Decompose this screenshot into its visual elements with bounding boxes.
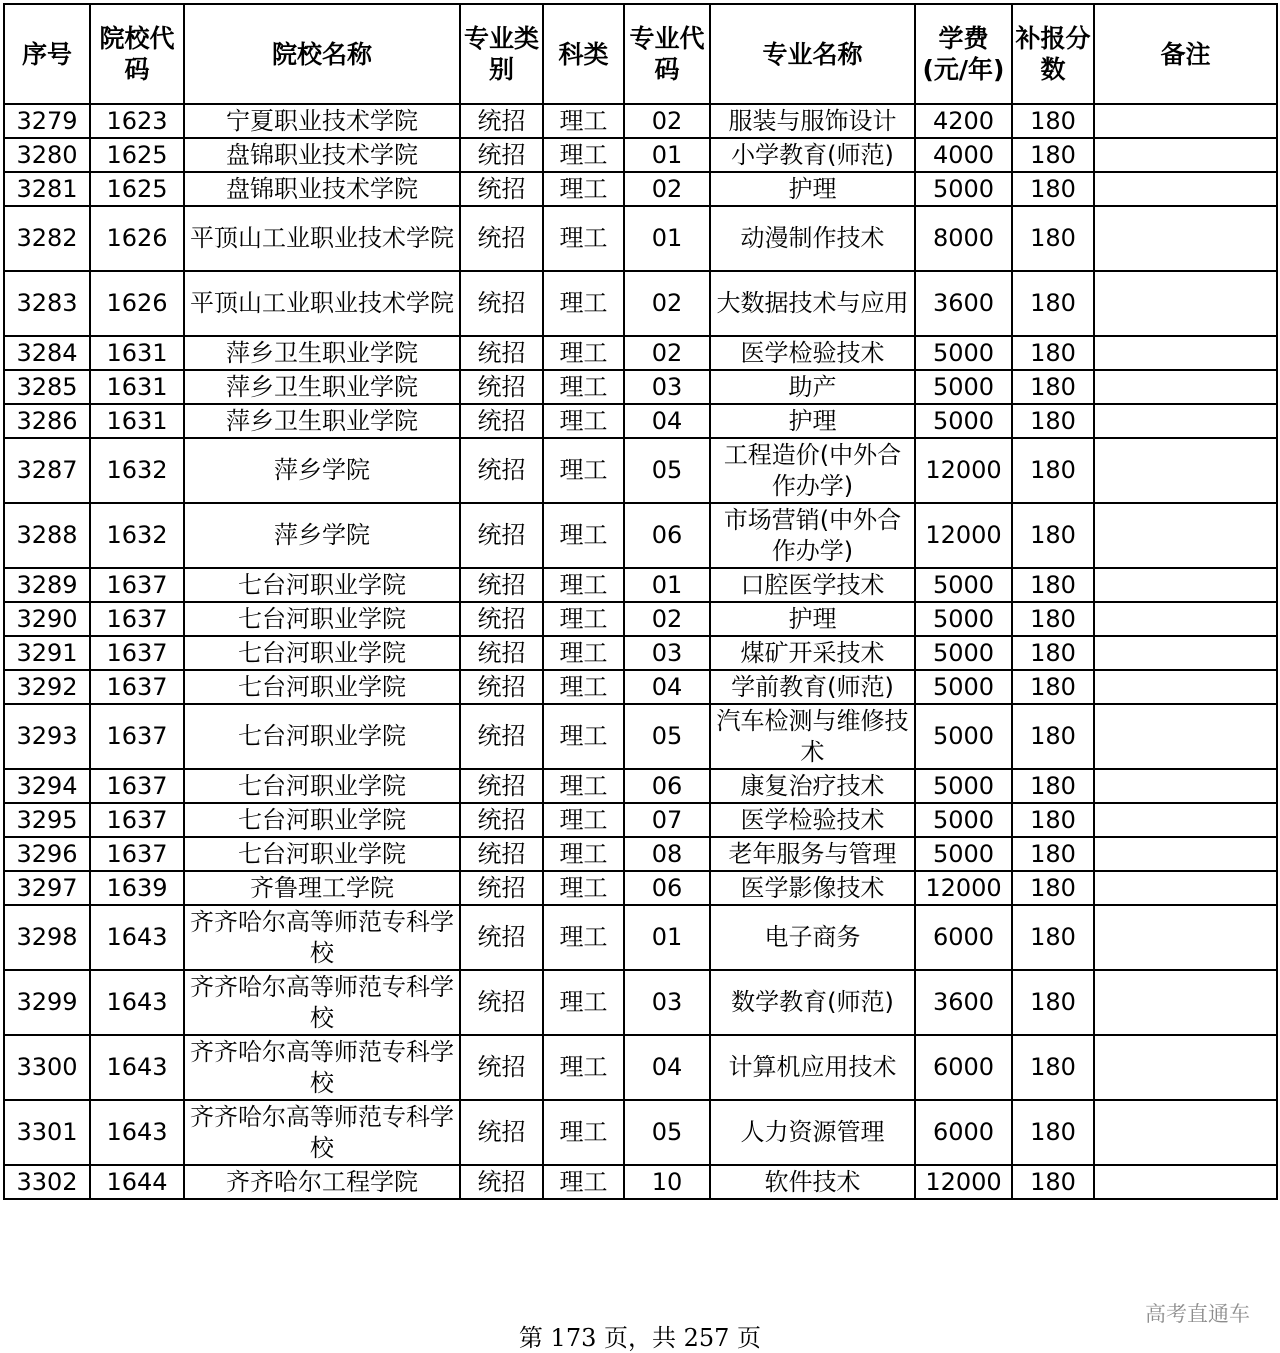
admission-table (3, 3, 1278, 1200)
cell-category: 统招 (460, 803, 543, 837)
cell-category: 统招 (460, 271, 543, 336)
cell-note (1094, 970, 1277, 1035)
cell-tuition: 12000 (915, 438, 1012, 503)
cell-school-code: 1626 (90, 271, 184, 336)
cell-major-name: 市场营销(中外合作办学) (710, 503, 915, 568)
cell-note (1094, 172, 1277, 206)
cell-category: 统招 (460, 670, 543, 704)
cell-major-name: 工程造价(中外合作办学) (710, 438, 915, 503)
cell-score: 180 (1012, 138, 1094, 172)
cell-category: 统招 (460, 636, 543, 670)
cell-score: 180 (1012, 769, 1094, 803)
cell-score: 180 (1012, 871, 1094, 905)
cell-note (1094, 1035, 1277, 1100)
header-subject: 科类 (543, 4, 624, 104)
table-row (4, 438, 1277, 503)
header-major-name: 专业名称 (710, 4, 915, 104)
cell-subject: 理工 (543, 837, 624, 871)
cell-school-name: 萍乡卫生职业学院 (184, 370, 460, 404)
cell-subject: 理工 (543, 206, 624, 271)
table-row (4, 769, 1277, 803)
cell-score: 180 (1012, 602, 1094, 636)
cell-major-code: 01 (624, 905, 710, 970)
cell-score: 180 (1012, 336, 1094, 370)
cell-tuition: 5000 (915, 636, 1012, 670)
table-row (4, 1165, 1277, 1199)
table-row (4, 336, 1277, 370)
cell-tuition: 12000 (915, 871, 1012, 905)
cell-note (1094, 636, 1277, 670)
cell-tuition: 6000 (915, 905, 1012, 970)
header-seq: 序号 (4, 4, 90, 104)
cell-school-name: 萍乡卫生职业学院 (184, 404, 460, 438)
cell-subject: 理工 (543, 271, 624, 336)
cell-category: 统招 (460, 172, 543, 206)
table-row (4, 206, 1277, 271)
cell-seq: 3299 (4, 970, 90, 1035)
cell-note (1094, 138, 1277, 172)
cell-major-code: 06 (624, 503, 710, 568)
cell-major-name: 助产 (710, 370, 915, 404)
cell-subject: 理工 (543, 568, 624, 602)
table-row (4, 636, 1277, 670)
cell-major-code: 04 (624, 404, 710, 438)
cell-school-code: 1625 (90, 138, 184, 172)
cell-seq: 3300 (4, 1035, 90, 1100)
cell-score: 180 (1012, 704, 1094, 769)
cell-score: 180 (1012, 104, 1094, 138)
cell-subject: 理工 (543, 370, 624, 404)
cell-school-name: 平顶山工业职业技术学院 (184, 271, 460, 336)
table-row (4, 172, 1277, 206)
cell-major-name: 服装与服饰设计 (710, 104, 915, 138)
cell-school-code: 1631 (90, 336, 184, 370)
cell-major-code: 03 (624, 370, 710, 404)
cell-category: 统招 (460, 404, 543, 438)
cell-major-code: 03 (624, 636, 710, 670)
cell-tuition: 4000 (915, 138, 1012, 172)
cell-major-code: 05 (624, 704, 710, 769)
cell-school-code: 1637 (90, 568, 184, 602)
cell-tuition: 5000 (915, 404, 1012, 438)
cell-major-code: 04 (624, 670, 710, 704)
cell-school-name: 盘锦职业技术学院 (184, 138, 460, 172)
cell-school-code: 1637 (90, 602, 184, 636)
table-row (4, 905, 1277, 970)
cell-major-code: 01 (624, 138, 710, 172)
cell-score: 180 (1012, 370, 1094, 404)
table-row (4, 104, 1277, 138)
cell-note (1094, 404, 1277, 438)
cell-seq: 3282 (4, 206, 90, 271)
cell-major-code: 06 (624, 871, 710, 905)
cell-subject: 理工 (543, 104, 624, 138)
cell-seq: 3289 (4, 568, 90, 602)
cell-seq: 3293 (4, 704, 90, 769)
page-footer: 第 173 页，共 257 页 (518, 1324, 762, 1352)
cell-category: 统招 (460, 837, 543, 871)
cell-school-code: 1637 (90, 769, 184, 803)
cell-tuition: 5000 (915, 837, 1012, 871)
cell-seq: 3286 (4, 404, 90, 438)
cell-subject: 理工 (543, 438, 624, 503)
cell-school-name: 七台河职业学院 (184, 704, 460, 769)
cell-major-name: 医学检验技术 (710, 336, 915, 370)
cell-major-code: 05 (624, 1100, 710, 1165)
cell-major-name: 医学影像技术 (710, 871, 915, 905)
cell-category: 统招 (460, 1100, 543, 1165)
cell-tuition: 3600 (915, 271, 1012, 336)
cell-subject: 理工 (543, 602, 624, 636)
cell-category: 统招 (460, 871, 543, 905)
cell-school-code: 1637 (90, 837, 184, 871)
table-row (4, 871, 1277, 905)
cell-major-code: 01 (624, 206, 710, 271)
cell-note (1094, 271, 1277, 336)
cell-major-code: 02 (624, 172, 710, 206)
table-row (4, 370, 1277, 404)
cell-tuition: 8000 (915, 206, 1012, 271)
cell-seq: 3292 (4, 670, 90, 704)
cell-subject: 理工 (543, 1100, 624, 1165)
cell-school-name: 七台河职业学院 (184, 568, 460, 602)
cell-category: 统招 (460, 970, 543, 1035)
cell-school-code: 1643 (90, 1035, 184, 1100)
cell-note (1094, 803, 1277, 837)
cell-major-code: 04 (624, 1035, 710, 1100)
cell-score: 180 (1012, 206, 1094, 271)
cell-category: 统招 (460, 905, 543, 970)
cell-category: 统招 (460, 206, 543, 271)
cell-note (1094, 837, 1277, 871)
table-row (4, 1035, 1277, 1100)
cell-school-name: 齐齐哈尔高等师范专科学校 (184, 1100, 460, 1165)
cell-major-name: 医学检验技术 (710, 803, 915, 837)
cell-score: 180 (1012, 837, 1094, 871)
cell-school-name: 齐齐哈尔高等师范专科学校 (184, 905, 460, 970)
cell-major-name: 康复治疗技术 (710, 769, 915, 803)
cell-school-code: 1632 (90, 438, 184, 503)
cell-category: 统招 (460, 769, 543, 803)
header-school-name: 院校名称 (184, 4, 460, 104)
cell-seq: 3294 (4, 769, 90, 803)
table-row (4, 568, 1277, 602)
cell-subject: 理工 (543, 704, 624, 769)
cell-tuition: 4200 (915, 104, 1012, 138)
cell-score: 180 (1012, 970, 1094, 1035)
cell-score: 180 (1012, 1035, 1094, 1100)
cell-seq: 3301 (4, 1100, 90, 1165)
cell-subject: 理工 (543, 138, 624, 172)
cell-major-code: 08 (624, 837, 710, 871)
cell-tuition: 5000 (915, 336, 1012, 370)
cell-major-name: 护理 (710, 602, 915, 636)
cell-school-code: 1631 (90, 404, 184, 438)
cell-school-code: 1631 (90, 370, 184, 404)
cell-school-name: 萍乡学院 (184, 438, 460, 503)
cell-score: 180 (1012, 503, 1094, 568)
cell-score: 180 (1012, 1100, 1094, 1165)
cell-seq: 3296 (4, 837, 90, 871)
header-row (4, 4, 1277, 104)
cell-category: 统招 (460, 138, 543, 172)
cell-major-code: 06 (624, 769, 710, 803)
cell-school-name: 七台河职业学院 (184, 837, 460, 871)
cell-seq: 3291 (4, 636, 90, 670)
cell-seq: 3290 (4, 602, 90, 636)
cell-school-code: 1644 (90, 1165, 184, 1199)
cell-tuition: 12000 (915, 1165, 1012, 1199)
cell-subject: 理工 (543, 769, 624, 803)
cell-school-name: 齐齐哈尔工程学院 (184, 1165, 460, 1199)
cell-major-name: 小学教育(师范) (710, 138, 915, 172)
cell-school-code: 1637 (90, 636, 184, 670)
cell-tuition: 5000 (915, 602, 1012, 636)
cell-tuition: 12000 (915, 503, 1012, 568)
cell-score: 180 (1012, 438, 1094, 503)
cell-school-code: 1643 (90, 1100, 184, 1165)
cell-school-name: 盘锦职业技术学院 (184, 172, 460, 206)
table-row (4, 970, 1277, 1035)
cell-school-name: 七台河职业学院 (184, 769, 460, 803)
cell-score: 180 (1012, 172, 1094, 206)
table-row (4, 404, 1277, 438)
cell-school-code: 1626 (90, 206, 184, 271)
cell-subject: 理工 (543, 336, 624, 370)
cell-major-code: 02 (624, 336, 710, 370)
cell-note (1094, 568, 1277, 602)
cell-note (1094, 503, 1277, 568)
cell-subject: 理工 (543, 172, 624, 206)
cell-note (1094, 336, 1277, 370)
cell-subject: 理工 (543, 905, 624, 970)
cell-score: 180 (1012, 670, 1094, 704)
cell-major-code: 02 (624, 271, 710, 336)
cell-tuition: 5000 (915, 704, 1012, 769)
cell-major-name: 护理 (710, 404, 915, 438)
cell-school-name: 七台河职业学院 (184, 602, 460, 636)
cell-school-code: 1632 (90, 503, 184, 568)
cell-school-code: 1637 (90, 670, 184, 704)
table-row (4, 138, 1277, 172)
cell-category: 统招 (460, 602, 543, 636)
cell-score: 180 (1012, 271, 1094, 336)
cell-seq: 3281 (4, 172, 90, 206)
cell-school-code: 1637 (90, 704, 184, 769)
cell-note (1094, 670, 1277, 704)
cell-score: 180 (1012, 568, 1094, 602)
cell-school-name: 齐鲁理工学院 (184, 871, 460, 905)
cell-subject: 理工 (543, 636, 624, 670)
cell-major-name: 电子商务 (710, 905, 915, 970)
cell-major-code: 03 (624, 970, 710, 1035)
cell-category: 统招 (460, 104, 543, 138)
cell-major-name: 计算机应用技术 (710, 1035, 915, 1100)
cell-school-name: 七台河职业学院 (184, 670, 460, 704)
cell-tuition: 5000 (915, 370, 1012, 404)
cell-category: 统招 (460, 1165, 543, 1199)
cell-subject: 理工 (543, 970, 624, 1035)
cell-category: 统招 (460, 704, 543, 769)
cell-note (1094, 602, 1277, 636)
cell-school-name: 七台河职业学院 (184, 803, 460, 837)
cell-category: 统招 (460, 438, 543, 503)
table-row (4, 704, 1277, 769)
header-category: 专业类别 (460, 4, 543, 104)
table-row (4, 670, 1277, 704)
table-row (4, 602, 1277, 636)
cell-seq: 3280 (4, 138, 90, 172)
cell-subject: 理工 (543, 871, 624, 905)
cell-major-code: 02 (624, 104, 710, 138)
table-row (4, 803, 1277, 837)
cell-seq: 3297 (4, 871, 90, 905)
cell-note (1094, 438, 1277, 503)
cell-category: 统招 (460, 1035, 543, 1100)
cell-category: 统招 (460, 568, 543, 602)
cell-major-name: 学前教育(师范) (710, 670, 915, 704)
cell-seq: 3279 (4, 104, 90, 138)
cell-seq: 3283 (4, 271, 90, 336)
cell-seq: 3288 (4, 503, 90, 568)
table-body (4, 104, 1277, 1199)
cell-tuition: 5000 (915, 769, 1012, 803)
cell-note (1094, 704, 1277, 769)
cell-note (1094, 206, 1277, 271)
cell-major-name: 动漫制作技术 (710, 206, 915, 271)
cell-school-name: 萍乡卫生职业学院 (184, 336, 460, 370)
cell-score: 180 (1012, 1165, 1094, 1199)
table-row (4, 1100, 1277, 1165)
cell-seq: 3295 (4, 803, 90, 837)
cell-school-name: 萍乡学院 (184, 503, 460, 568)
cell-subject: 理工 (543, 1165, 624, 1199)
cell-score: 180 (1012, 803, 1094, 837)
cell-note (1094, 769, 1277, 803)
cell-seq: 3298 (4, 905, 90, 970)
cell-seq: 3285 (4, 370, 90, 404)
cell-major-code: 01 (624, 568, 710, 602)
cell-subject: 理工 (543, 503, 624, 568)
cell-note (1094, 1165, 1277, 1199)
cell-major-name: 大数据技术与应用 (710, 271, 915, 336)
cell-note (1094, 905, 1277, 970)
cell-school-name: 平顶山工业职业技术学院 (184, 206, 460, 271)
cell-major-name: 汽车检测与维修技术 (710, 704, 915, 769)
cell-seq: 3302 (4, 1165, 90, 1199)
cell-subject: 理工 (543, 670, 624, 704)
cell-note (1094, 1100, 1277, 1165)
cell-tuition: 5000 (915, 803, 1012, 837)
cell-school-name: 宁夏职业技术学院 (184, 104, 460, 138)
cell-note (1094, 871, 1277, 905)
cell-school-code: 1643 (90, 905, 184, 970)
cell-major-name: 数学教育(师范) (710, 970, 915, 1035)
cell-major-name: 煤矿开采技术 (710, 636, 915, 670)
cell-major-code: 10 (624, 1165, 710, 1199)
cell-category: 统招 (460, 503, 543, 568)
cell-major-name: 口腔医学技术 (710, 568, 915, 602)
cell-score: 180 (1012, 636, 1094, 670)
cell-major-code: 07 (624, 803, 710, 837)
cell-tuition: 6000 (915, 1035, 1012, 1100)
table-row (4, 503, 1277, 568)
cell-category: 统招 (460, 370, 543, 404)
cell-school-code: 1637 (90, 803, 184, 837)
cell-note (1094, 104, 1277, 138)
cell-major-code: 02 (624, 602, 710, 636)
cell-subject: 理工 (543, 404, 624, 438)
cell-school-code: 1625 (90, 172, 184, 206)
header-school-code: 院校代码 (90, 4, 184, 104)
header-tuition: 学费(元/年) (915, 4, 1012, 104)
cell-major-name: 软件技术 (710, 1165, 915, 1199)
cell-seq: 3284 (4, 336, 90, 370)
cell-school-code: 1623 (90, 104, 184, 138)
cell-score: 180 (1012, 404, 1094, 438)
table-row (4, 271, 1277, 336)
cell-school-name: 齐齐哈尔高等师范专科学校 (184, 1035, 460, 1100)
watermark: 高考直通车 (1145, 1302, 1250, 1326)
cell-tuition: 3600 (915, 970, 1012, 1035)
cell-school-code: 1643 (90, 970, 184, 1035)
cell-major-name: 人力资源管理 (710, 1100, 915, 1165)
cell-major-name: 护理 (710, 172, 915, 206)
cell-note (1094, 370, 1277, 404)
cell-score: 180 (1012, 905, 1094, 970)
cell-category: 统招 (460, 336, 543, 370)
table-row (4, 837, 1277, 871)
cell-tuition: 6000 (915, 1100, 1012, 1165)
cell-subject: 理工 (543, 1035, 624, 1100)
cell-school-name: 齐齐哈尔高等师范专科学校 (184, 970, 460, 1035)
header-note: 备注 (1094, 4, 1277, 104)
header-score: 补报分数 (1012, 4, 1094, 104)
cell-tuition: 5000 (915, 172, 1012, 206)
cell-school-name: 七台河职业学院 (184, 636, 460, 670)
cell-seq: 3287 (4, 438, 90, 503)
cell-school-code: 1639 (90, 871, 184, 905)
cell-major-code: 05 (624, 438, 710, 503)
cell-subject: 理工 (543, 803, 624, 837)
cell-major-name: 老年服务与管理 (710, 837, 915, 871)
cell-tuition: 5000 (915, 568, 1012, 602)
header-major-code: 专业代码 (624, 4, 710, 104)
cell-tuition: 5000 (915, 670, 1012, 704)
